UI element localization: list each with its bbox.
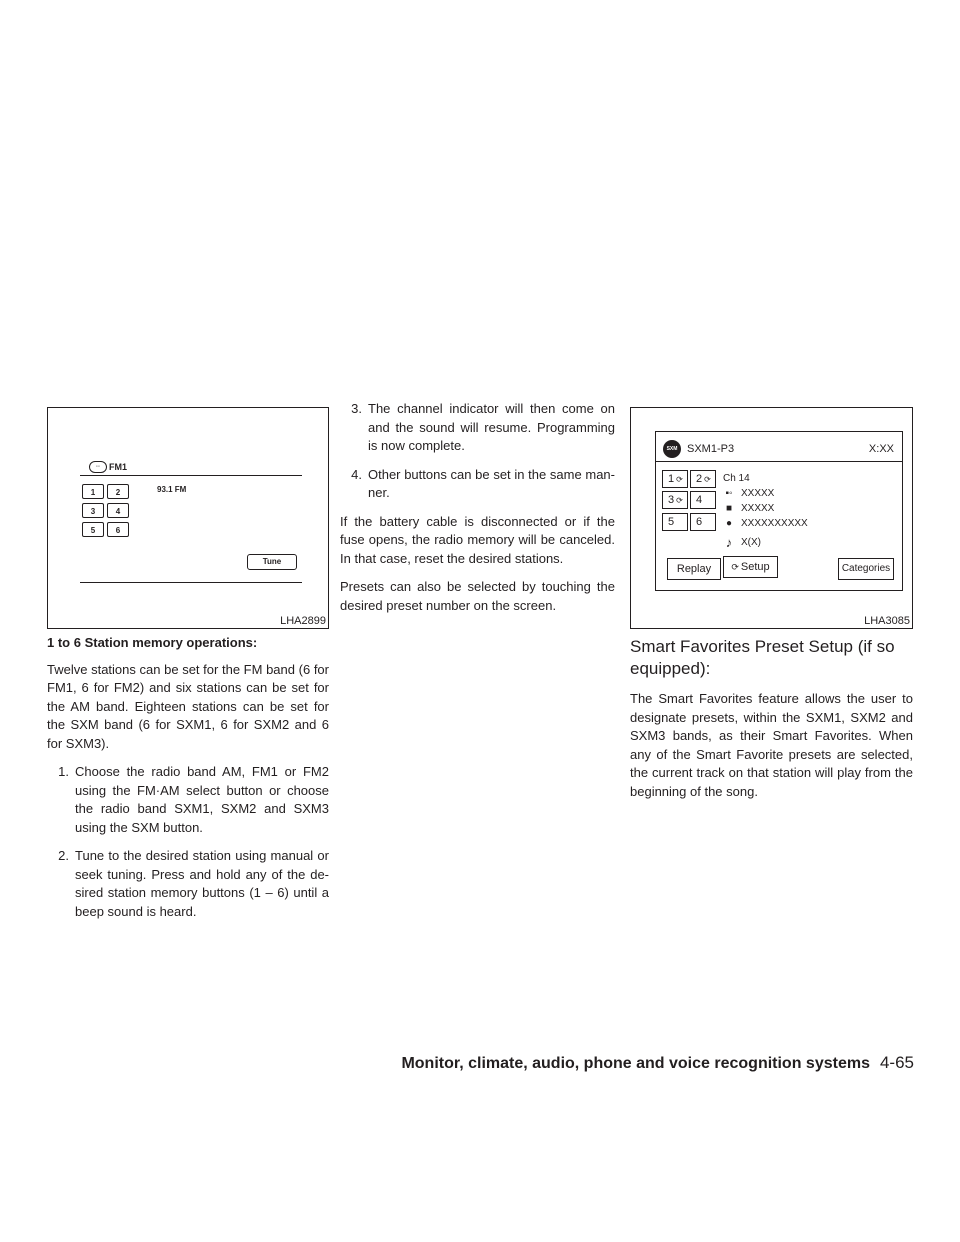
figure-label: LHA3085 — [864, 615, 910, 627]
clock: X:XX — [868, 443, 894, 455]
setup-button[interactable]: ⟳ Setup — [723, 556, 778, 578]
preset-button-2[interactable]: 2 ⟳ — [690, 470, 716, 488]
preset-button-1[interactable]: 1 — [82, 484, 104, 499]
middle-column — [340, 400, 615, 615]
figure-label: LHA2899 — [280, 615, 326, 627]
fm-band-icon: ◦◦ — [89, 461, 107, 473]
preset-button-6[interactable]: 6 — [690, 513, 716, 531]
footer-section-title: Monitor, climate, audio, phone and voice recognition systems — [401, 1055, 870, 1072]
presets-paragraph: Presets can also be selected by touching the desired preset number on the screen. — [340, 579, 615, 613]
step-text: The channel indicator will then come on and the sound will resume. Programming is now complete. — [368, 401, 615, 453]
screen-title: SXM1-P3 — [687, 443, 735, 455]
battery-paragraph: If the battery cable is disconnected or if the fuse opens, the radio memory will be canceled. In that case, reset the desired stations. — [340, 513, 615, 566]
smart-favorite-icon: ⟳ — [676, 496, 683, 505]
preset-button-5[interactable]: 5 — [82, 522, 104, 537]
figure-fm-radio-screen — [47, 407, 329, 629]
intro-paragraph: Twelve stations can be set for the FM band (6 for FM1, 6 for FM2) and six stations can be set for the AM band. Eighteen stations can be set for the SXM band (6 for SXM1, 6 for SXM2 and 6 for SXM3). — [47, 661, 329, 751]
section-title: Smart Favorites Preset Setup (if so equipped): — [630, 637, 895, 678]
step-number: 1. — [58, 764, 69, 779]
section-heading: 1 to 6 Station memory operations: — [47, 635, 258, 650]
step-number: 2. — [58, 848, 69, 863]
channel-number: Ch 14 — [723, 473, 750, 484]
categories-button[interactable]: Categories — [838, 558, 894, 580]
music-note-icon: ♪ — [725, 535, 733, 550]
preset-button-5[interactable]: 5 — [662, 513, 688, 531]
smart-favorite-icon: ⟳ — [676, 475, 683, 484]
page-number: 4-65 — [879, 1053, 914, 1072]
sxm-logo-icon: SXM — [663, 440, 681, 458]
person-icon: ● — [725, 518, 733, 529]
header-divider — [656, 461, 902, 462]
preset-button-1[interactable]: 1 ⟳ — [662, 470, 688, 488]
smart-favorite-icon: ⟳ — [731, 562, 739, 572]
preset-button-6[interactable]: 6 — [107, 522, 129, 537]
preset-button-4[interactable]: 4 — [690, 491, 716, 509]
info-line-song: ♪ X(X) — [723, 535, 761, 550]
footer-divider — [80, 582, 302, 583]
preset-button-4[interactable]: 4 — [107, 503, 129, 518]
tune-button[interactable]: Tune — [247, 554, 297, 570]
figure-sxm-radio-screen — [630, 407, 913, 629]
header-divider — [80, 475, 302, 476]
info-line-channel-name: ▪◦ XXXXX — [723, 488, 774, 499]
preset-button-3[interactable]: 3 ⟳ — [662, 491, 688, 509]
step-number: 4. — [351, 466, 362, 482]
replay-button[interactable]: Replay — [667, 558, 721, 580]
band-label: FM1 — [109, 462, 127, 472]
step-text: Choose the radio band AM, FM1 or FM2 using the FM·AM select button or choose the radio band SXM1, SXM2 and SXM3 using the SXM button. — [75, 764, 329, 835]
smart-favorites-paragraph: The Smart Favorites feature allows the user to designate presets, within the SXM1, SXM2 and SXM3 bands, as their Smart Favorites. When any of the Smart Favorite presets are selected, the current track on that station will play from the beginning of the song. — [630, 691, 913, 799]
step-text: Other buttons can be set in the same man-ner. — [368, 466, 615, 500]
page-footer — [401, 1053, 914, 1073]
step-item — [340, 466, 615, 503]
right-column — [630, 636, 913, 801]
info-line-category: ■ XXXXX — [723, 503, 774, 514]
step-item — [340, 400, 615, 456]
left-column — [47, 634, 329, 921]
preset-button-2[interactable]: 2 — [107, 484, 129, 499]
smart-favorite-icon: ⟳ — [704, 475, 711, 484]
info-line-artist: ● XXXXXXXXXX — [723, 518, 808, 529]
step-item — [47, 847, 329, 921]
folder-icon: ■ — [725, 503, 733, 514]
preset-button-3[interactable]: 3 — [82, 503, 104, 518]
frequency-display: 93.1 FM — [157, 485, 187, 494]
step-item — [47, 763, 329, 837]
channel-icon: ▪◦ — [725, 488, 733, 499]
fm-display — [80, 458, 302, 590]
sxm-display — [655, 431, 903, 591]
step-text: Tune to the desired station using manual or seek tuning. Press and hold any of the de-sired station memory buttons (1 – 6) until a beep sound is heard. — [75, 848, 329, 919]
step-number: 3. — [351, 401, 362, 416]
